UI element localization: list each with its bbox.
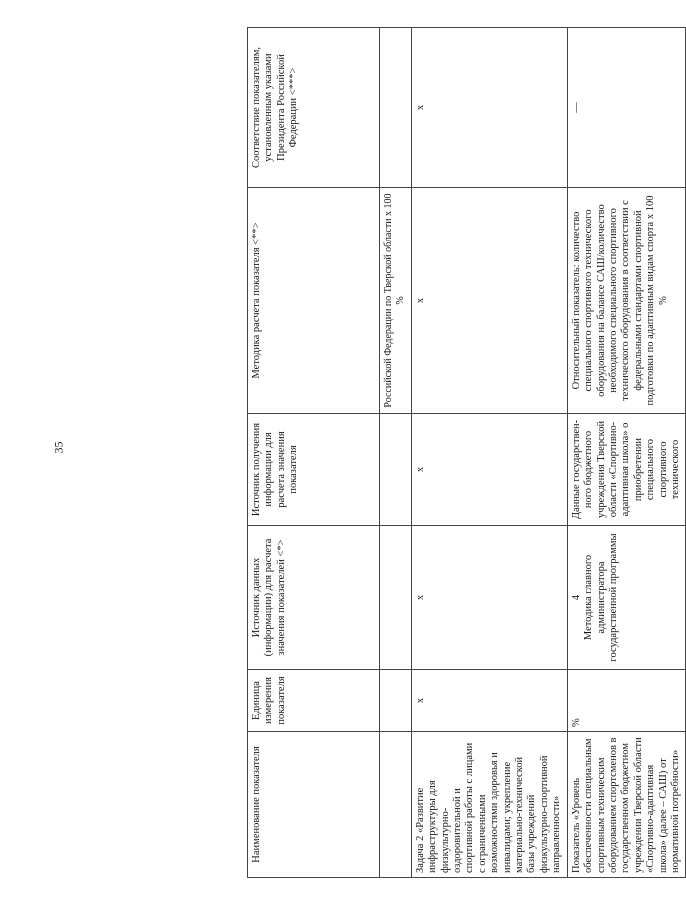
header-unit: Единица измерения показателя [248,670,380,732]
row-data-source-num: 4 [570,594,582,601]
header-decree: Соответствие показателям, установленным указами Президента Российской Федерации <***> [248,28,380,188]
row-name: Показатель «Уровень обеспеченности специальным спортивным техническим оборудованием спортсменов в государственном бюджетном учреждении Тверской области «Спортивно-адаптивная школа» (далее – САШ) от нормативной потребности» [567,732,686,878]
row-decree: — [567,28,686,188]
table-header-row [248,28,380,878]
row-method: x [411,188,567,414]
row-info-source: x [411,414,567,526]
table-row [567,28,686,878]
row-decree: x [411,28,567,188]
row-name: Задача 2 «Развитие инфраструктуры для физкультурно-оздоровительной и спортивной работы с лицами с ограниченными возможностями здоровья и инвалидами; укрепление материально-технической базы учреждений физкультурно-спортивной направленности» [411,732,567,878]
row-unit: % [567,670,686,732]
header-data-source: Источник данных (информации) для расчета значения показателей <*> [248,526,380,670]
row-info-source: Данные государствен-ного бюджетного учреждения Тверской области «Спортивно-адаптивная школа» о приобретении специального спортивного технического [567,414,686,526]
indicator-table [247,27,686,878]
header-info-source: Источник получения информации для расчета значения показателя [248,414,380,526]
header-name: Наименование показателя [248,732,380,878]
header-method: Методика расчета показателя <**> [248,188,380,414]
row-unit: x [411,670,567,732]
table-row [411,28,567,878]
page-number: 35 [51,441,66,454]
row-data-source: x [411,526,567,670]
continuation-row [380,28,412,878]
row-data-source: Методика главного администратора государственной программы [583,533,619,662]
indicator-table-rotated [247,28,681,878]
continuation-text: Российской Федерации по Тверской области х 100 % [380,188,412,414]
row-method: Относительный показатель: количество специального спортивного технического оборудования на балансе САШ/количество необходимого специального спортивного технического оборудования в соответствии с федеральными стандартами спортивной подготовки по адаптивным видам спорта х 100 % [567,188,686,414]
